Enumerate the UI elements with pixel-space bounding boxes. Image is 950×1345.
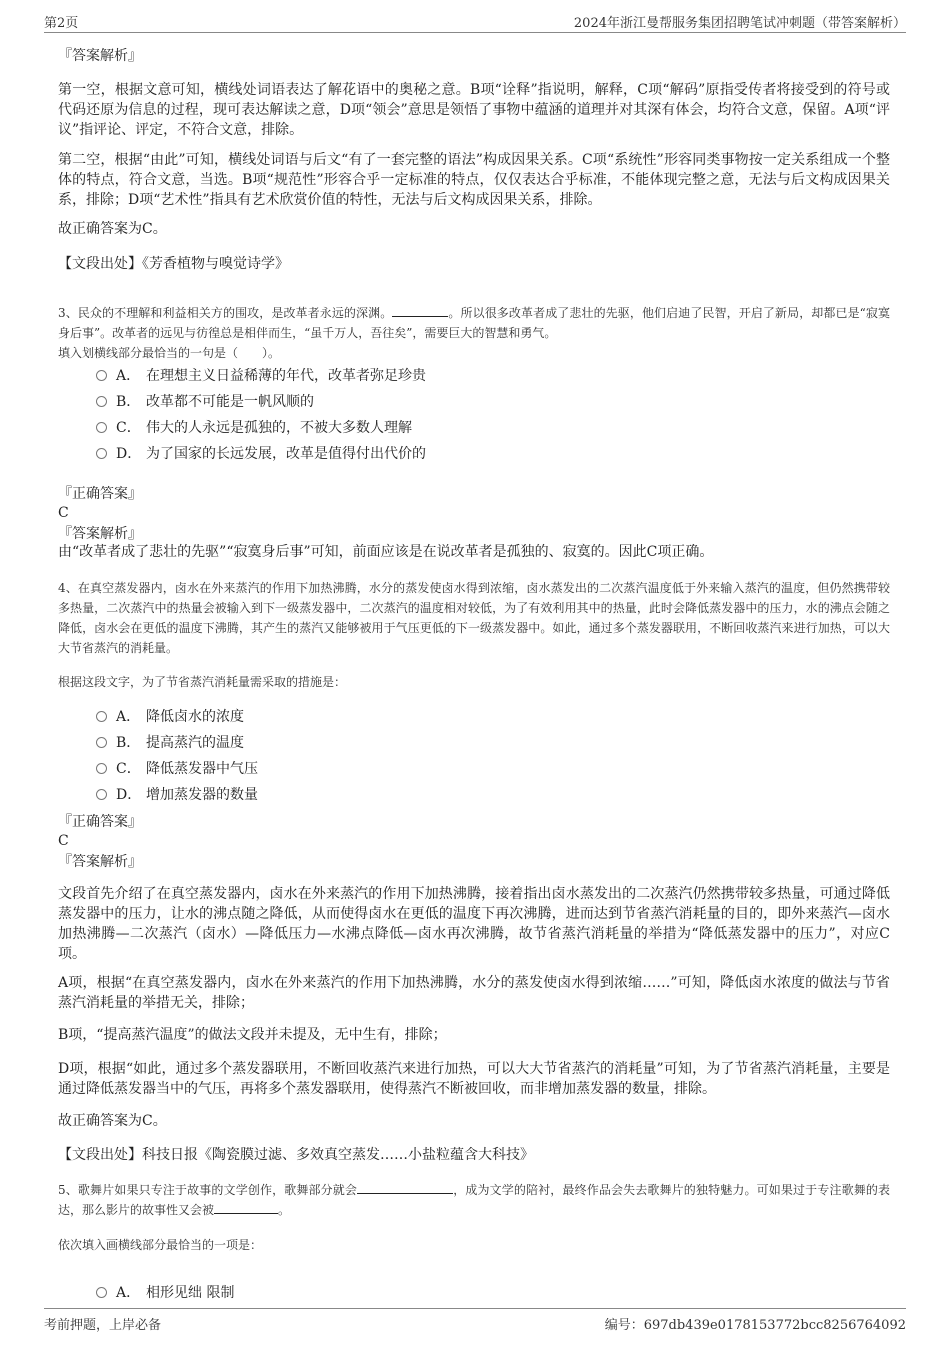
q3-stem-part1: 3、民众的不理解和利益相关方的围攻，是改革者永远的深渊。 — [58, 306, 393, 320]
radio-icon[interactable] — [96, 396, 107, 407]
q4-analysis-label: 『答案解析』 — [58, 854, 142, 870]
q3-prompt: 填入划横线部分最恰当的一句是（ ）。 — [58, 346, 281, 360]
q2-conclusion: 故正确答案为C。 — [58, 221, 167, 237]
q4-analysis-para1: 文段首先介绍了在真空蒸发器内，卤水在外来蒸汽的作用下加热沸腾，接着指出卤水蒸发出的二次蒸汽仍然携带较多热量，可通过降低蒸发器中的压力，让水的沸点随之降低，从而使得卤水在更低的温度下再次沸腾，进而达到节省蒸汽消耗量的目的，即外来蒸汽—卤水加热沸腾—二次蒸汽（卤水）—降低压力—水沸点降低—卤水再次沸腾，故节省蒸汽消耗量的举措为“降低蒸发器中的压力”，对应C项。 — [58, 886, 890, 962]
document-id: 编号：697db439e0178153772bcc8256764092 — [604, 1318, 906, 1333]
q5-option-a[interactable]: A． 相形见绌 限制 — [96, 1283, 234, 1303]
footer-slogan: 考前押题，上岸必备 — [44, 1318, 162, 1333]
radio-icon[interactable] — [96, 448, 107, 459]
q3-option-a[interactable]: A． 在理想主义日益稀薄的年代，改革者弥足珍贵 — [96, 366, 426, 386]
radio-icon[interactable] — [96, 1287, 107, 1298]
q3-option-d[interactable]: D． 为了国家的长远发展，改革是值得付出代价的 — [96, 444, 426, 464]
q3-correct-label: 『正确答案』 — [58, 486, 142, 502]
q2-analysis-para1: 第一空，根据文意可知，横线处词语表达了解花语中的奥秘之意。B项“诠释”指说明，解释，C项“解码”原指受传者将接受到的符号或代码还原为信息的过程，现可表达解读之意，D项“领会”意思是领悟了事物中蕴涵的道理并对其深有体会，均符合文意，保留。A项“评议”指评论、评定，不符合文意，排除。 — [58, 82, 890, 138]
document-title: 2024年浙江曼帮服务集团招聘笔试冲刺题（带答案解析） — [573, 16, 906, 31]
q3-stem-part2: 。所以很多改革者成了悲壮的先驱，他们启迪了民智，开启了新局，却都已是“寂寞身后事”。改革者的远见与彷徨总是相伴而生，“虽千万人，吾往矣”，需要巨大的智慧和勇气。 — [58, 306, 891, 340]
radio-icon[interactable] — [96, 422, 107, 433]
q4-option-a[interactable]: A． 降低卤水的浓度 — [96, 707, 244, 727]
q3-analysis: 由“改革者成了悲壮的先驱”“寂寞身后事”可知，前面应该是在说改革者是孤独的、寂寞的。因此C项正确。 — [58, 544, 714, 560]
q3-option-c[interactable]: C． 伟大的人永远是孤独的，不被大多数人理解 — [96, 418, 412, 438]
page-number: 第2页 — [44, 16, 79, 31]
q5-stem: 5、歌舞片如果只专注于故事的文学创作，歌舞部分就会 ，成为文学的陪衬，最终作品会失去歌舞片的独特魅力。可如果过于专注歌舞的表达，那么影片的故事性又会被 。 — [58, 1183, 890, 1217]
q4-analysis-para4: D项，根据“如此，通过多个蒸发器联用，不断回收蒸汽来进行加热，可以大大节省蒸汽的消耗量”可知，为了节省蒸汽消耗量，主要是通过降低蒸发器当中的气压，再将多个蒸发器联用，使得蒸汽不断被回收，而非增加蒸发器的数量，排除。 — [58, 1061, 890, 1097]
radio-icon[interactable] — [96, 370, 107, 381]
radio-icon[interactable] — [96, 711, 107, 722]
q4-option-d[interactable]: D． 增加蒸发器的数量 — [96, 785, 258, 805]
q4-correct-answer: C — [58, 833, 69, 849]
q4-conclusion: 故正确答案为C。 — [58, 1113, 167, 1129]
footer-divider — [44, 1308, 906, 1309]
q5-prompt: 依次填入画横线部分最恰当的一项是： — [58, 1238, 263, 1252]
q4-source: 【文段出处】科技日报《陶瓷膜过滤、多效真空蒸发……小盐粒蕴含大科技》 — [58, 1147, 534, 1163]
radio-icon[interactable] — [96, 763, 107, 774]
header-divider — [44, 32, 906, 33]
q3-correct-answer: C — [58, 505, 69, 521]
q3-stem — [58, 303, 890, 343]
q4-analysis-para3: B项，“提高蒸汽温度”的做法文段并未提及，无中生有，排除； — [58, 1027, 447, 1043]
q3-blank — [392, 304, 448, 317]
q4-option-b[interactable]: B． 提高蒸汽的温度 — [96, 733, 244, 753]
q3-analysis-label: 『答案解析』 — [58, 526, 142, 542]
q4-stem: 4、在真空蒸发器内，卤水在外来蒸汽的作用下加热沸腾，水分的蒸发使卤水得到浓缩，卤水蒸发出的二次蒸汽温度低于外来输入蒸汽的温度，但仍然携带较多热量，二次蒸汽中的热量会被输入到下一级蒸发器中，二次蒸汽的温度相对较低，为了有效利用其中的热量，此时会降低蒸发器中的压力，水的沸点会随之降低，卤水会在更低的温度下沸腾，其产生的蒸汽又能够被用于气压更低的下一级蒸发器中。如此，通过多个蒸发器联用，不断回收蒸汽来进行加热，可以大大节省蒸汽的消耗量。 — [58, 581, 890, 655]
q3-option-b[interactable]: B． 改革都不可能是一帆风顺的 — [96, 392, 314, 412]
q2-analysis-para2: 第二空，根据“由此”可知，横线处词语与后文“有了一套完整的语法”构成因果关系。C项“系统性”形容同类事物按一定关系组成一个整体的特点，符合文意，当选。B项“规范性”形容合乎一定标准的特点，仅仅表达合乎标准，不能体现完整之意，无法与后文构成因果关系，排除；D项“艺术性”指具有艺术欣赏价值的特性，无法与后文构成因果关系，排除。 — [58, 152, 890, 208]
q4-prompt: 根据这段文字，为了节省蒸汽消耗量需采取的措施是： — [58, 675, 347, 689]
q5-blank-1 — [357, 1181, 453, 1194]
q4-analysis-para2: A项，根据“在真空蒸发器内，卤水在外来蒸汽的作用下加热沸腾，水分的蒸发使卤水得到浓缩……”可知，降低卤水浓度的做法与节省蒸汽消耗量的举措无关，排除； — [58, 975, 890, 1011]
radio-icon[interactable] — [96, 789, 107, 800]
q2-analysis-label: 『答案解析』 — [58, 48, 142, 64]
q2-source: 【文段出处】《芳香植物与嗅觉诗学》 — [58, 256, 289, 272]
q5-blank-2 — [214, 1201, 278, 1214]
q4-option-c[interactable]: C． 降低蒸发器中气压 — [96, 759, 258, 779]
radio-icon[interactable] — [96, 737, 107, 748]
q4-correct-label: 『正确答案』 — [58, 814, 142, 830]
